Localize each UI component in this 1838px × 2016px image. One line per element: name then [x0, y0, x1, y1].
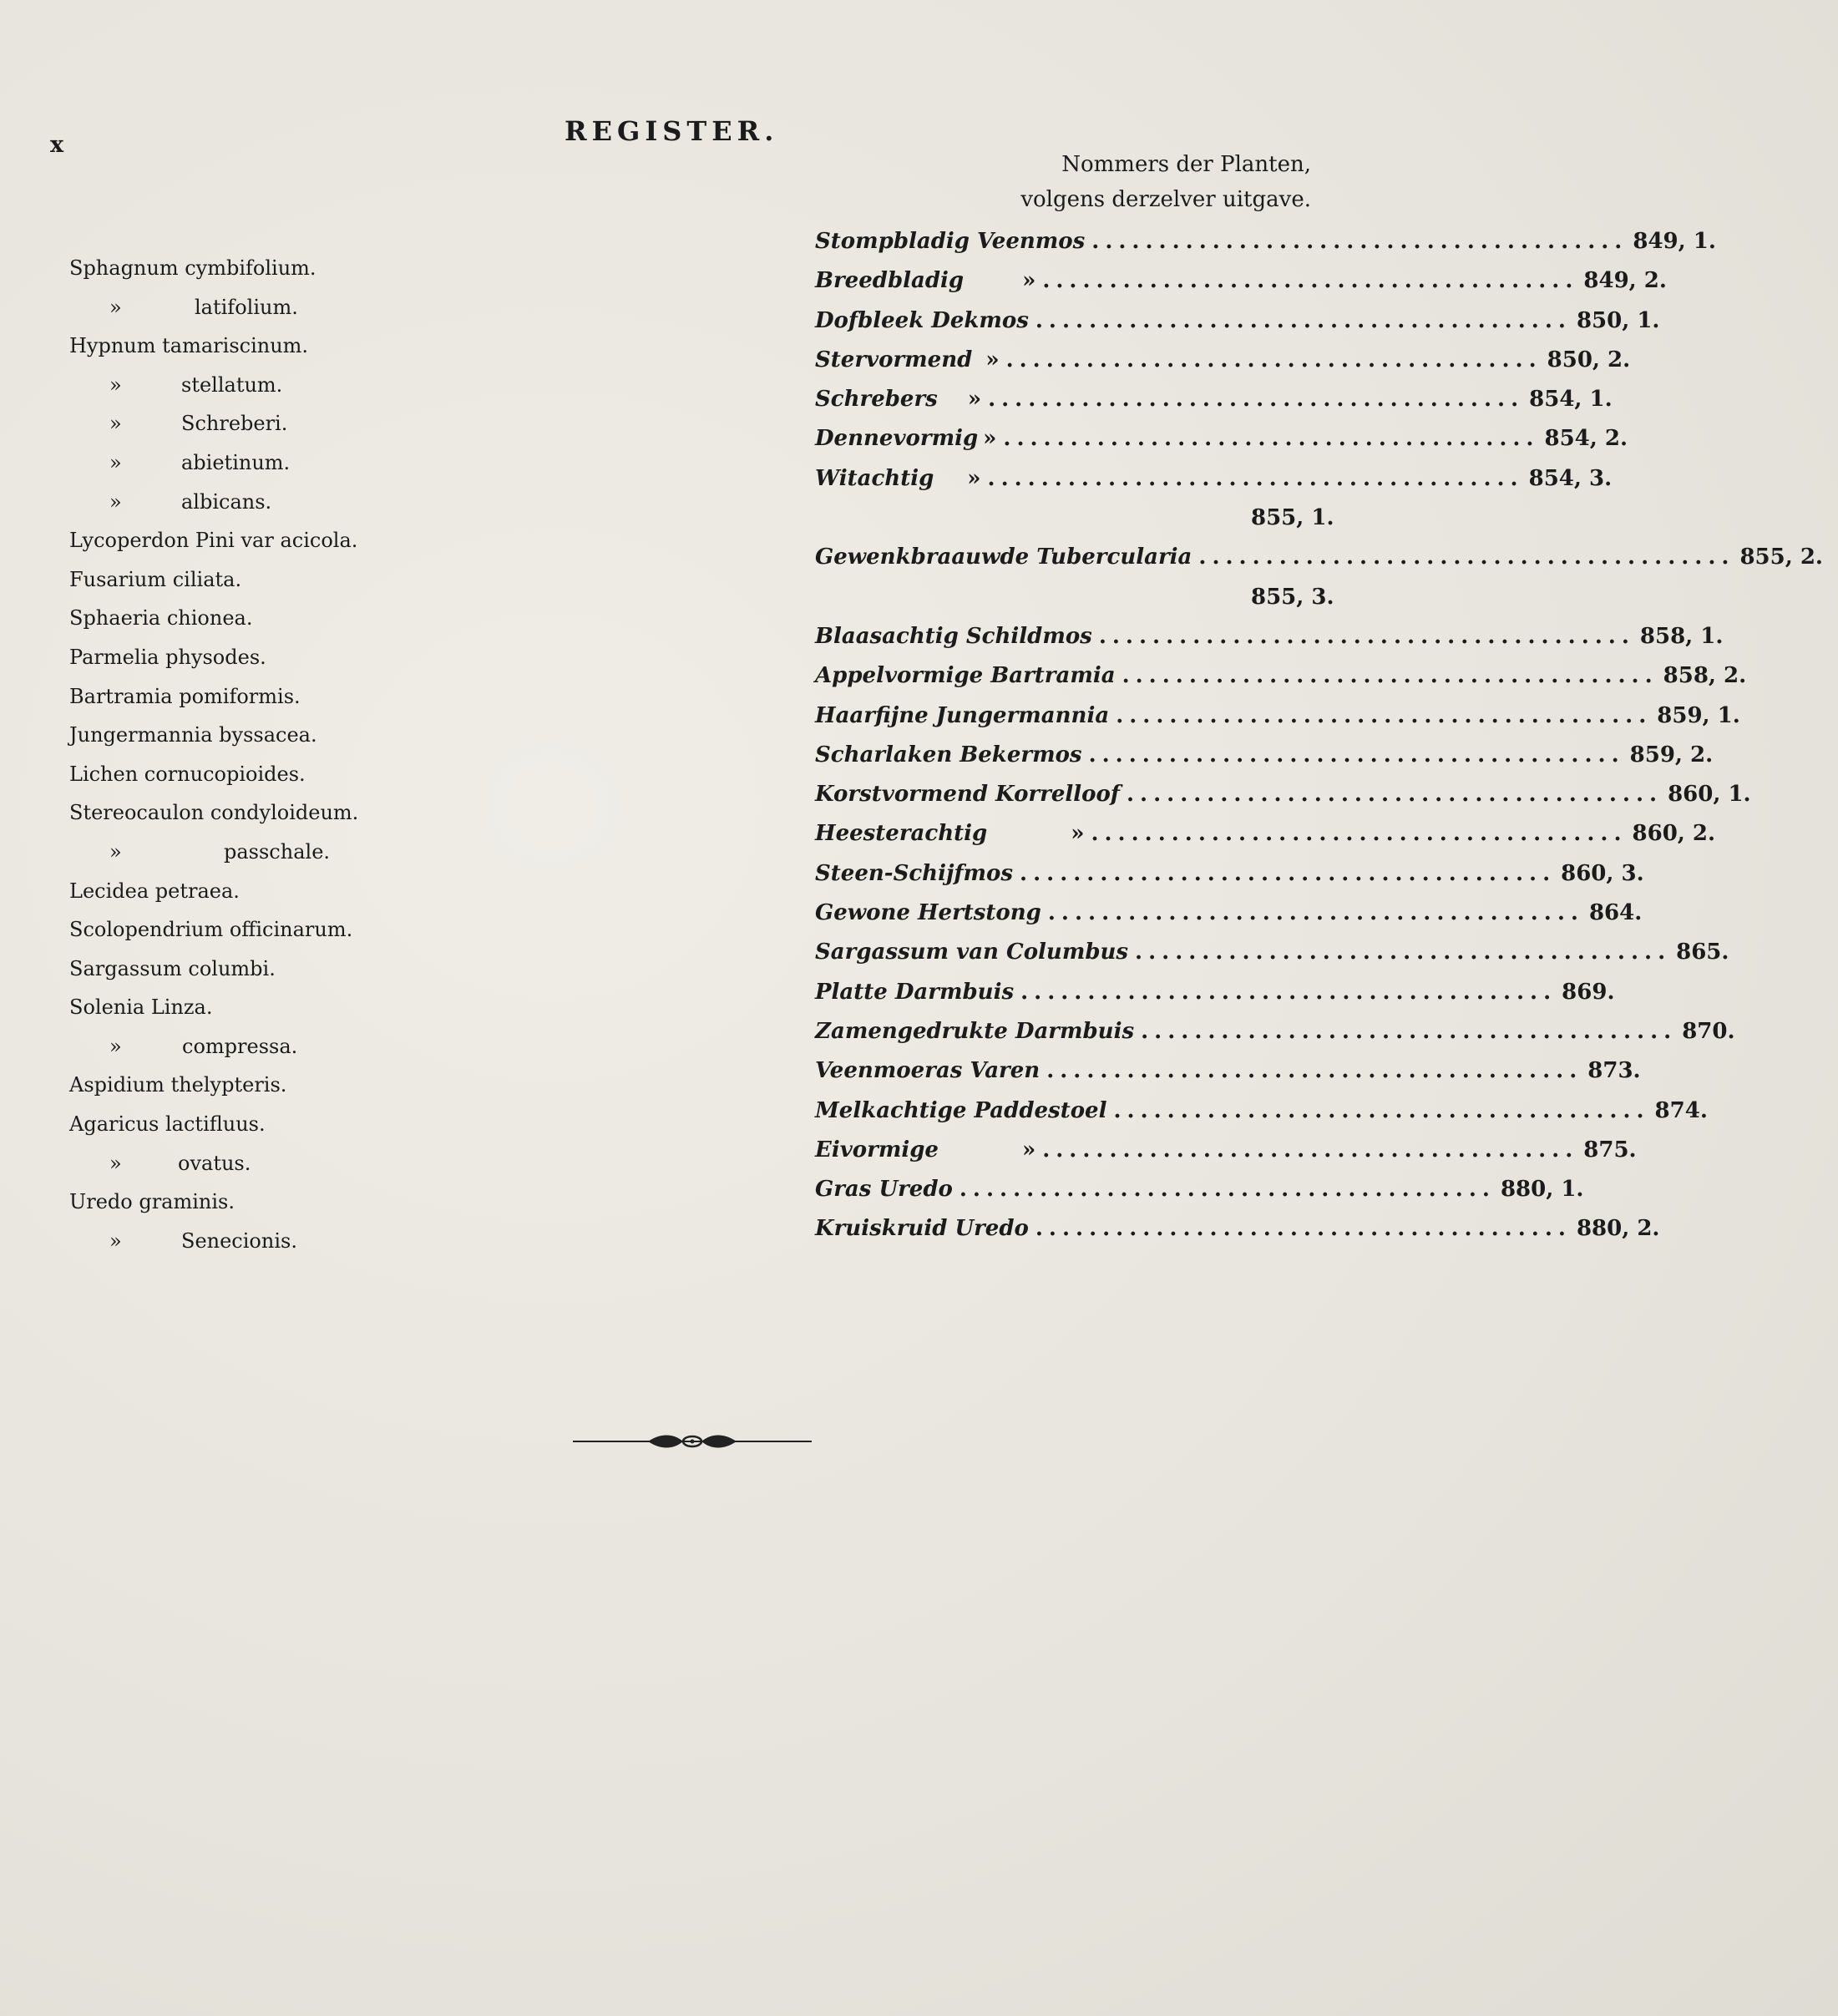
- dutch-name-text: Stervormend: [815, 347, 973, 372]
- latin-name-text: Lecidea petraea.: [69, 879, 240, 903]
- dutch-name-entry: [815, 696, 1740, 736]
- ditto-mark: »: [1021, 1137, 1036, 1162]
- dutch-name-text: Haarfijne Jungermannia: [815, 702, 1110, 728]
- dot-leader: ........................................: [988, 387, 1525, 413]
- latin-name-text: Scolopendrium officinarum.: [69, 918, 353, 942]
- plant-number: 849, 1.: [1633, 229, 1716, 254]
- latin-name-entry: [69, 404, 537, 443]
- latin-name-entry: [69, 560, 537, 600]
- ditto-mark: »: [1071, 821, 1085, 847]
- plant-number: 875.: [1583, 1137, 1637, 1162]
- plant-number: 858, 2.: [1663, 663, 1747, 689]
- dutch-name-text: Veenmoeras Varen: [815, 1058, 1041, 1084]
- plant-number: 855, 2.: [1739, 545, 1823, 570]
- latin-name-text: Agaricus lactifluus.: [69, 1112, 266, 1137]
- latin-name-entry: [69, 755, 537, 794]
- dot-leader: ........................................: [1035, 307, 1572, 333]
- dutch-name-entry: [815, 854, 1644, 894]
- dutch-name-entry: [815, 301, 1660, 341]
- dutch-name-text: Blaasachtig Schildmos: [815, 623, 1092, 649]
- dutch-name-text: Melkachtige Paddestoel: [815, 1097, 1107, 1123]
- plant-number: 859, 1.: [1657, 702, 1740, 728]
- dutch-name-text: Breedbladig: [815, 268, 965, 294]
- dutch-name-entry: [815, 341, 1631, 380]
- plant-number: 865.: [1676, 940, 1729, 965]
- dutch-name-entry: [815, 261, 1667, 301]
- plant-number: 855, 3.: [1251, 584, 1334, 610]
- latin-name-entry: [69, 1027, 537, 1066]
- dot-leader: ........................................: [1091, 229, 1628, 254]
- latin-name-text: Senecionis.: [181, 1228, 297, 1253]
- dutch-name-entry: [815, 1131, 1637, 1170]
- latin-name-text: Hypnum tamariscinum.: [69, 334, 309, 358]
- plant-number: 860, 2.: [1632, 821, 1716, 847]
- dot-leader: ........................................: [1113, 1097, 1650, 1123]
- column-header: [935, 147, 1311, 217]
- dutch-name-entry: [815, 656, 1747, 696]
- dutch-name-text: Heesterachtig: [815, 821, 988, 847]
- latin-name-text: Jungermannia byssacea.: [69, 723, 317, 747]
- dot-leader: ........................................: [1020, 979, 1557, 1005]
- latin-name-text: Parmelia physodes.: [69, 645, 266, 669]
- dutch-name-text: Stompbladig Veenmos: [815, 229, 1086, 254]
- column-header-line-1: Nommers der Planten,: [1061, 152, 1311, 177]
- latin-name-entry: [69, 1066, 537, 1105]
- dutch-name-text: Zamengedrukte Darmbuis: [815, 1018, 1135, 1044]
- latin-name-text: albicans.: [181, 489, 272, 514]
- dutch-name-text: Scharlaken Bekermos: [815, 742, 1082, 767]
- latin-name-entry: [69, 366, 537, 405]
- column-header-line-2: volgens derzelver uitgave.: [1020, 187, 1311, 212]
- plant-number: 859, 2.: [1629, 742, 1714, 767]
- latin-name-entry: [69, 988, 537, 1027]
- dutch-name-entry: [815, 775, 1751, 814]
- latin-name-text: Lichen cornucopioides.: [69, 762, 306, 786]
- dot-leader: ........................................: [987, 465, 1524, 491]
- plant-number: 869.: [1562, 979, 1615, 1005]
- latin-name-entry: [69, 599, 537, 638]
- latin-name-text: Fusarium ciliata.: [69, 567, 242, 591]
- ditto-mark: »: [109, 1034, 122, 1058]
- dutch-name-text: Gewenkbraauwde Tubercularia: [815, 545, 1192, 570]
- latin-name-text: Sphaeria chionea.: [69, 606, 253, 631]
- dutch-name-entry: [815, 1170, 1584, 1209]
- latin-name-text: Sphagnum cymbifolium.: [69, 256, 316, 280]
- dot-leader: ........................................: [1042, 1137, 1579, 1162]
- dot-leader: ........................................: [1046, 1058, 1583, 1084]
- ditto-mark: »: [109, 489, 122, 514]
- latin-name-entry: [69, 1183, 537, 1222]
- latin-name-text: Stereocaulon condyloideum.: [69, 801, 359, 825]
- dutch-name-entry: [815, 1209, 1660, 1249]
- dot-leader: ........................................: [1020, 860, 1557, 886]
- latin-name-text: Lycoperdon Pini var acicola.: [69, 529, 358, 553]
- ornament-divider-icon: [573, 1430, 812, 1453]
- plant-number: 864.: [1588, 900, 1643, 926]
- plant-number: 860, 3.: [1561, 860, 1644, 886]
- dot-leader: ........................................: [1126, 782, 1663, 808]
- dutch-name-entry: [815, 419, 1628, 458]
- running-title: REGISTER.: [565, 115, 779, 147]
- latin-name-entry: [69, 249, 537, 288]
- dot-leader: ........................................: [1198, 545, 1735, 570]
- latin-name-entry: [69, 638, 537, 677]
- latin-name-text: ovatus.: [178, 1151, 251, 1175]
- latin-name-entry: [69, 1144, 537, 1183]
- plant-number: 854, 1.: [1529, 387, 1613, 413]
- dutch-name-entry: [815, 894, 1643, 933]
- dutch-name-entry: [815, 499, 1349, 538]
- dutch-name-entry: [815, 973, 1615, 1012]
- latin-name-entry: [69, 716, 537, 755]
- plant-number: 880, 2.: [1576, 1216, 1660, 1242]
- dot-leader: ........................................: [1047, 900, 1584, 926]
- dutch-name-entry: [815, 814, 1716, 854]
- dutch-name-text: Gras Uredo: [815, 1177, 953, 1203]
- dutch-name-entry: [815, 1092, 1708, 1131]
- latin-name-text: compressa.: [182, 1034, 298, 1058]
- dot-leader: ........................................: [1088, 742, 1625, 767]
- plant-number: 874.: [1654, 1097, 1708, 1123]
- dutch-name-entry: [815, 538, 1823, 577]
- dot-leader: ........................................: [1122, 663, 1658, 689]
- ditto-mark: »: [109, 1228, 122, 1253]
- dutch-name-entry: [815, 380, 1613, 419]
- latin-name-entry: [69, 910, 537, 950]
- latin-name-text: Uredo graminis.: [69, 1190, 235, 1214]
- latin-name-entry: [69, 872, 537, 911]
- latin-names-list: [69, 249, 537, 1260]
- dutch-name-text: Schrebers: [815, 387, 938, 413]
- dot-leader: ........................................: [959, 1177, 1496, 1203]
- plant-number: 880, 1.: [1500, 1177, 1584, 1203]
- dot-leader: ........................................: [1098, 623, 1635, 649]
- ditto-mark: »: [983, 426, 997, 452]
- dutch-name-text: Dennevormig: [815, 426, 979, 452]
- dutch-name-entry: [815, 1051, 1641, 1091]
- ditto-mark: »: [109, 839, 122, 864]
- latin-name-entry: [69, 833, 537, 872]
- latin-name-entry: [69, 483, 537, 522]
- dot-leader: ........................................: [1042, 268, 1579, 294]
- ditto-mark: »: [109, 450, 122, 474]
- dot-leader: ........................................: [1035, 1216, 1572, 1242]
- dutch-name-text: Korstvormend Korrelloof: [815, 782, 1120, 808]
- dutch-name-text: Gewone Hertstong: [815, 900, 1041, 926]
- dutch-name-entry: [815, 736, 1714, 775]
- dutch-name-entry: [815, 617, 1724, 656]
- plant-number: 855, 1.: [1251, 505, 1334, 531]
- plant-number: 860, 1.: [1668, 782, 1751, 808]
- dot-leader: ........................................: [1091, 821, 1628, 847]
- plant-number: 850, 2.: [1547, 347, 1631, 372]
- dutch-name-text: Dofbleek Dekmos: [815, 307, 1029, 333]
- latin-name-text: Sargassum columbi.: [69, 956, 276, 980]
- latin-name-entry: [69, 443, 537, 483]
- dutch-name-entry: [815, 459, 1613, 499]
- ditto-mark: »: [967, 465, 981, 491]
- dutch-name-text: Platte Darmbuis: [815, 979, 1015, 1005]
- plant-number: 850, 1.: [1576, 307, 1660, 333]
- ditto-mark: »: [109, 372, 122, 397]
- latin-name-entry: [69, 793, 537, 833]
- latin-name-text: stellatum.: [181, 372, 283, 397]
- latin-name-entry: [69, 521, 537, 560]
- ditto-mark: »: [109, 295, 122, 319]
- page-number: x: [50, 132, 64, 158]
- latin-name-text: Aspidium thelypteris.: [69, 1073, 287, 1097]
- latin-name-text: latifolium.: [195, 295, 298, 319]
- plant-number: 849, 2.: [1583, 268, 1667, 294]
- latin-name-entry: [69, 1105, 537, 1144]
- dot-leader: ........................................: [1141, 1018, 1678, 1044]
- dutch-name-entry: [815, 578, 1349, 617]
- dutch-name-text: Kruiskruid Uredo: [815, 1216, 1029, 1242]
- dot-leader: ........................................: [1116, 702, 1653, 728]
- dutch-name-text: Eivormige: [815, 1137, 939, 1162]
- latin-name-entry: [69, 950, 537, 989]
- dutch-name-entry: [815, 933, 1729, 972]
- plant-number: 858, 1.: [1639, 623, 1724, 649]
- dutch-name-entry: [815, 222, 1716, 261]
- ditto-mark: »: [109, 1151, 122, 1175]
- dutch-name-entry: [815, 1012, 1735, 1051]
- dutch-name-text: Sargassum van Columbus: [815, 940, 1129, 965]
- latin-name-entry: [69, 288, 537, 327]
- latin-name-text: Schreberi.: [181, 412, 288, 436]
- dutch-name-text: Appelvormige Bartramia: [815, 663, 1116, 689]
- dot-leader: ........................................: [1005, 347, 1542, 372]
- latin-name-text: abietinum.: [181, 450, 291, 474]
- latin-name-text: Bartramia pomiformis.: [69, 684, 301, 708]
- latin-name-text: Solenia Linza.: [69, 995, 213, 1020]
- latin-name-text: passchale.: [224, 839, 331, 864]
- plant-number: 873.: [1587, 1058, 1641, 1084]
- ditto-mark: »: [985, 347, 1000, 372]
- latin-name-entry: [69, 327, 537, 366]
- ditto-mark: »: [1022, 268, 1036, 294]
- dutch-name-text: Witachtig: [815, 465, 934, 491]
- dot-leader: ........................................: [1003, 426, 1540, 452]
- latin-name-entry: [69, 677, 537, 717]
- ditto-mark: »: [967, 387, 982, 413]
- dot-leader: ........................................: [1135, 940, 1672, 965]
- latin-name-entry: [69, 1222, 537, 1261]
- plant-number: 870.: [1682, 1018, 1735, 1044]
- dutch-names-list: [815, 222, 1823, 1249]
- plant-number: 854, 3.: [1528, 465, 1613, 491]
- dutch-name-text: Steen-Schijfmos: [815, 860, 1014, 886]
- ditto-mark: »: [109, 412, 122, 436]
- plant-number: 854, 2.: [1544, 426, 1628, 452]
